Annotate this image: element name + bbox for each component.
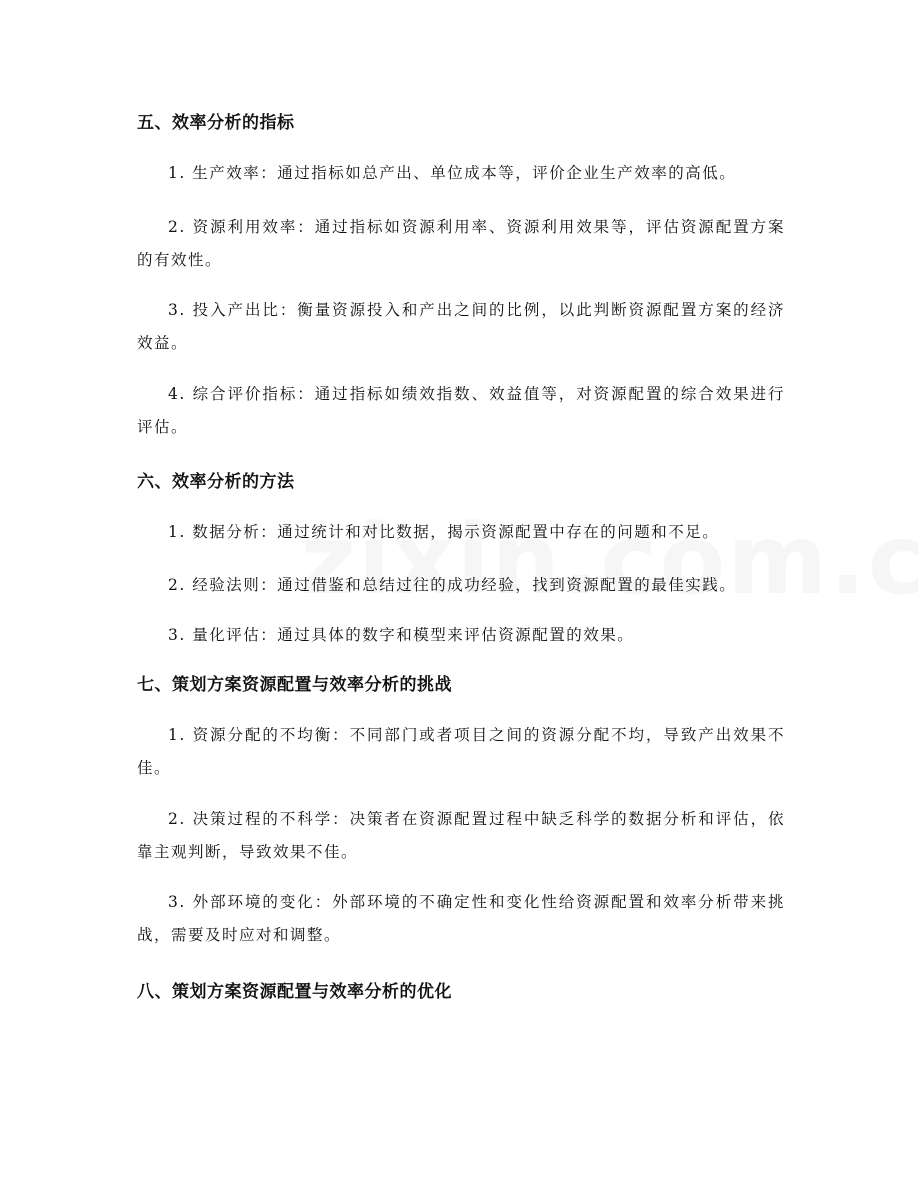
paragraph-5-3: 3. 投入产出比：衡量资源投入和产出之间的比例，以此判断资源配置方案的经济效益。 (137, 301, 785, 352)
paragraph-7-2: 2. 决策过程的不科学：决策者在资源配置过程中缺乏科学的数据分析和评估，依靠主观判断，导致效果不佳。 (137, 810, 785, 861)
paragraph-5-1: 1. 生产效率：通过指标如总产出、单位成本等，评价企业生产效率的高低。 (168, 164, 737, 182)
paragraph-6-1: 1. 数据分析：通过统计和对比数据，揭示资源配置中存在的问题和不足。 (168, 523, 720, 541)
paragraph-5-2: 2. 资源利用效率：通过指标如资源利用率、资源利用效果等，评估资源配置方案的有效性。 (137, 218, 785, 269)
paragraph-6-2: 2. 经验法则：通过借鉴和总结过往的成功经验，找到资源配置的最佳实践。 (168, 576, 737, 594)
paragraph-7-3: 3. 外部环境的变化：外部环境的不确定性和变化性给资源配置和效率分析带来挑战，需要及时应对和调整。 (137, 893, 785, 944)
section-heading-8: 八、策划方案资源配置与效率分析的优化 (137, 982, 452, 1002)
section-heading-6: 六、效率分析的方法 (137, 472, 295, 492)
paragraph-7-1: 1. 资源分配的不均衡：不同部门或者项目之间的资源分配不均，导致产出效果不佳。 (137, 726, 785, 777)
paragraph-5-4: 4. 综合评价指标：通过指标如绩效指数、效益值等，对资源配置的综合效果进行评估。 (137, 385, 785, 436)
section-heading-7: 七、策划方案资源配置与效率分析的挑战 (137, 675, 452, 695)
paragraph-6-3: 3. 量化评估：通过具体的数字和模型来评估资源配置的效果。 (168, 626, 635, 644)
section-heading-5: 五、效率分析的指标 (137, 113, 295, 133)
